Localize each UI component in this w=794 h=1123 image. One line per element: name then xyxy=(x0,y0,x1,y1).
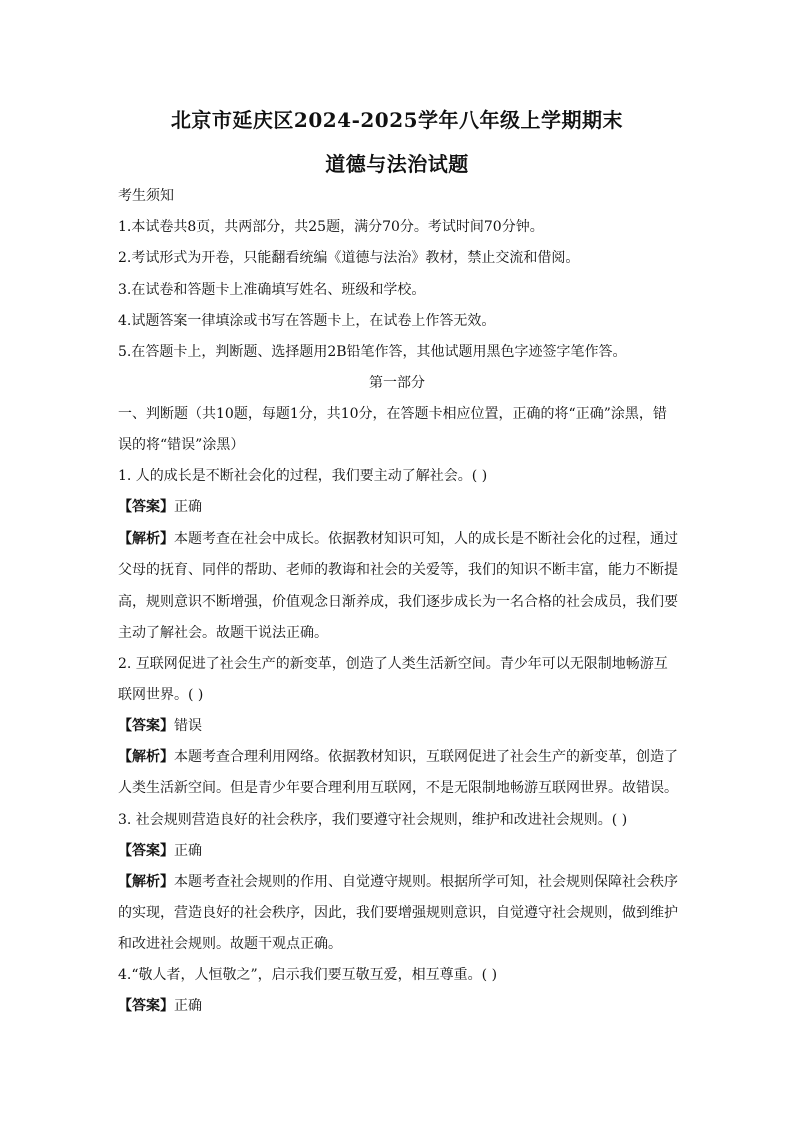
document-title: 北京市延庆区2024-2025学年八年级上学期期末 xyxy=(170,108,624,132)
notice-item: 5.在答题卡上，判断题、选择题用2B铅笔作答，其他试题用黑色字迹签字笔作答。 xyxy=(118,344,627,360)
label-tag: 【答案】 xyxy=(118,499,174,515)
analysis-line: 父母的抚育、同伴的帮助、老师的教诲和社会的关爱等，我们的知识不断丰富，能力不断提 xyxy=(118,562,678,578)
answer-line: 【答案】正确 xyxy=(118,998,202,1014)
question-stem: 3. 社会规则营造良好的社会秩序，我们要遵守社会规则，维护和改进社会规则。( ) xyxy=(118,812,628,828)
answer-line: 【答案】正确 xyxy=(118,499,202,515)
answer-line: 【答案】错误 xyxy=(118,718,202,734)
notice-heading: 考生须知 xyxy=(118,188,174,204)
section-instruction: 误的将“错误”涂黑） xyxy=(118,437,245,453)
analysis-line: 人类生活新空间。但是青少年要合理利用互联网，不是无限制地畅游互联网世界。故错误。 xyxy=(118,780,678,796)
label-tag: 【解析】 xyxy=(118,531,174,547)
notice-item: 1.本试卷共8页，共两部分，共25题，满分70分。考试时间70分钟。 xyxy=(118,219,544,235)
analysis-line: 和改进社会规则。故题干观点正确。 xyxy=(118,936,342,952)
answer-line: 【答案】正确 xyxy=(118,843,202,859)
section-instruction: 一、判断题（共10题，每题1分，共10分，在答题卡相应位置，正确的将“正确”涂黑，错 xyxy=(118,406,667,422)
label-tag: 【答案】 xyxy=(118,843,174,859)
label-tag: 【解析】 xyxy=(118,874,174,890)
question-stem: 联网世界。( ) xyxy=(118,687,204,703)
document-subtitle: 道德与法治试题 xyxy=(325,152,469,176)
notice-item: 3.在试卷和答题卡上准确填写姓名、班级和学校。 xyxy=(118,282,426,298)
analysis-line: 【解析】本题考查合理利用网络。依据教材知识，互联网促进了社会生产的新变革，创造了 xyxy=(118,749,678,765)
notice-item: 2.考试形式为开卷，只能翻看统编《道德与法治》教材，禁止交流和借阅。 xyxy=(118,250,580,266)
notice-item: 4.试题答案一律填涂或书写在答题卡上，在试卷上作答无效。 xyxy=(118,313,496,329)
question-stem: 4.“敬人者，人恒敬之”，启示我们要互敬互爱，相互尊重。( ) xyxy=(118,967,498,983)
part-label: 第一部分 xyxy=(369,375,425,391)
question-stem: 2. 互联网促进了社会生产的新变革，创造了人类生活新空间。青少年可以无限制地畅游互 xyxy=(118,656,668,672)
label-tag: 【答案】 xyxy=(118,998,174,1014)
analysis-line: 【解析】本题考查社会规则的作用、自觉遵守规则。根据所学可知，社会规则保障社会秩序 xyxy=(118,874,678,890)
label-tag: 【解析】 xyxy=(118,749,174,765)
analysis-line: 的实现，营造良好的社会秩序，因此，我们要增强规则意识，自觉遵守社会规则，做到维护 xyxy=(118,905,678,921)
label-tag: 【答案】 xyxy=(118,718,174,734)
analysis-line: 【解析】本题考查在社会中成长。依据教材知识可知，人的成长是不断社会化的过程，通过 xyxy=(118,531,678,547)
question-stem: 1. 人的成长是不断社会化的过程，我们要主动了解社会。( ) xyxy=(118,468,488,484)
analysis-line: 高，规则意识不断增强，价值观念日渐养成，我们逐步成长为一名合格的社会成员，我们要 xyxy=(118,594,678,610)
analysis-line: 主动了解社会。故题干说法正确。 xyxy=(118,625,328,641)
